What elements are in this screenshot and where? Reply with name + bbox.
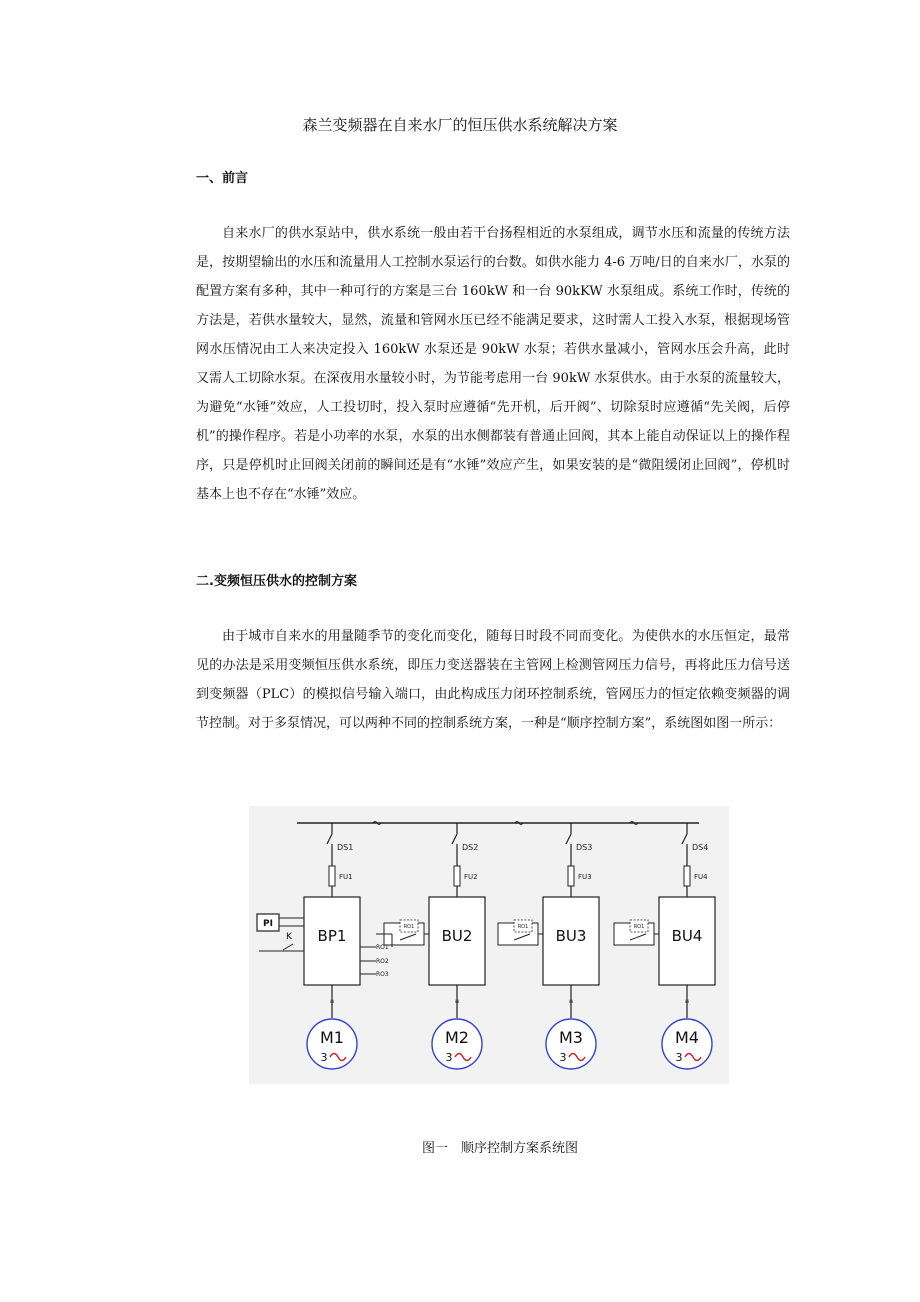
drive-label: BU4 xyxy=(671,927,703,945)
system-diagram-svg xyxy=(249,806,729,1084)
relay-contact-label: RO1 xyxy=(403,924,415,930)
drive-label: BU2 xyxy=(441,927,473,945)
fuse-symbol xyxy=(684,866,690,886)
disconnect-switch-blade xyxy=(327,834,332,844)
motor-label: M3 xyxy=(559,1028,583,1047)
section2-paragraph: 由于城市自来水的用量随季节的变化而变化，随每日时段不同而变化。为使供水的水压恒定，最常见的办法是采用变频恒压供水系统，即压力变送器装在主管网上检测管网压力信号，再将此压力信号送到变频器（PLC）的模拟信号输入端口，由此构成压力闭环控制系统，管网压力的恒定依赖变频器的调节控制。对于多泵情况，可以两种不同的控制系统方案，一种是“顺序控制方案”，系统图如图一所示： xyxy=(196,629,790,731)
section2-body xyxy=(196,622,790,738)
k-switch-blade xyxy=(283,944,293,950)
cable-mark: ≡ xyxy=(568,998,574,1005)
switch-label: DS4 xyxy=(692,843,709,852)
disconnect-switch-blade xyxy=(566,834,571,844)
switch-label: DS3 xyxy=(576,843,593,852)
motor-label: M2 xyxy=(445,1028,469,1047)
cable-mark: ≡ xyxy=(454,998,460,1005)
relay-output-label: RO2 xyxy=(376,958,389,965)
relay-output-label: RO3 xyxy=(376,971,389,978)
disconnect-switch-blade xyxy=(452,834,457,844)
section2-heading: 二.变频恒压供水的控制方案 xyxy=(196,574,357,589)
system-diagram xyxy=(249,806,729,1084)
fuse-symbol xyxy=(329,866,335,886)
drive-label: BU3 xyxy=(555,927,587,945)
fuse-label: FU2 xyxy=(464,873,478,881)
motor-label: M1 xyxy=(320,1028,344,1047)
section1-body xyxy=(196,219,790,509)
section1-heading: 一、前言 xyxy=(196,171,249,186)
figure-caption: 图一 顺序控制方案系统图 xyxy=(421,1141,578,1156)
switch-label: DS1 xyxy=(337,843,354,852)
pi-label: PI xyxy=(263,919,273,929)
motor-label: M4 xyxy=(675,1028,699,1047)
fuse-symbol xyxy=(568,866,574,886)
relay-output-label: RO1 xyxy=(376,944,389,951)
relay-contact-label: RO1 xyxy=(633,924,645,930)
switch-label: DS2 xyxy=(462,843,479,852)
k-label: K xyxy=(286,932,292,942)
relay-contact-label: RO1 xyxy=(517,924,529,930)
fuse-label: FU4 xyxy=(694,873,708,881)
document-title: 森兰变频器在自来水厂的恒压供水系统解决方案 xyxy=(302,116,618,134)
motor-phase-label: 3 xyxy=(445,1051,453,1064)
motor-phase-label: 3 xyxy=(675,1051,683,1064)
cable-mark: ≡ xyxy=(684,998,690,1005)
motor-phase-label: 3 xyxy=(320,1051,328,1064)
fuse-label: FU3 xyxy=(578,873,592,881)
fuse-symbol xyxy=(454,866,460,886)
drive-label: BP1 xyxy=(317,927,347,945)
motor-phase-label: 3 xyxy=(559,1051,567,1064)
section1-paragraph: 自来水厂的供水泵站中，供水系统一般由若干台扬程相近的水泵组成，调节水压和流量的传统方法是，按期望输出的水压和流量用人工控制水泵运行的台数。如供水能力 4-6 万吨/日的自来水厂，水泵的配置方案有多种，其中一种可行的方案是三台 160kW 和一台 90kKW 水泵组成。系统工作时，传统的方法是，若供水量较大，显然，流量和管网水压已经不能满足要求，这时需人工投入水泵，根据现场管网水压情况由工人来决定投入 160kW 水泵还是 90kW 水泵；若供水量减小，管网水压会升高，此时又需人工切除水泵。在深夜用水量较小时，为节能考虑用一台 90kW 水泵供水。由于水泵的流量较大，为避免“水锤”效应，人工投切时，投入泵时应遵循“先开机，后开阀”、切除泵时应遵循“先关阀，后停机”的操作程序。若是小功率的水泵，水泵的出水侧都装有普通止回阀，其本上能自动保证以上的操作程序，只是停机时止回阀关闭前的瞬间还是有“水锤”效应产生，如果安装的是“微阻缓闭止回阀”，停机时基本上也不存在“水锤”效应。 xyxy=(196,226,790,502)
disconnect-switch-blade xyxy=(682,834,687,844)
cable-mark: ≡ xyxy=(329,998,335,1005)
fuse-label: FU1 xyxy=(339,873,353,881)
